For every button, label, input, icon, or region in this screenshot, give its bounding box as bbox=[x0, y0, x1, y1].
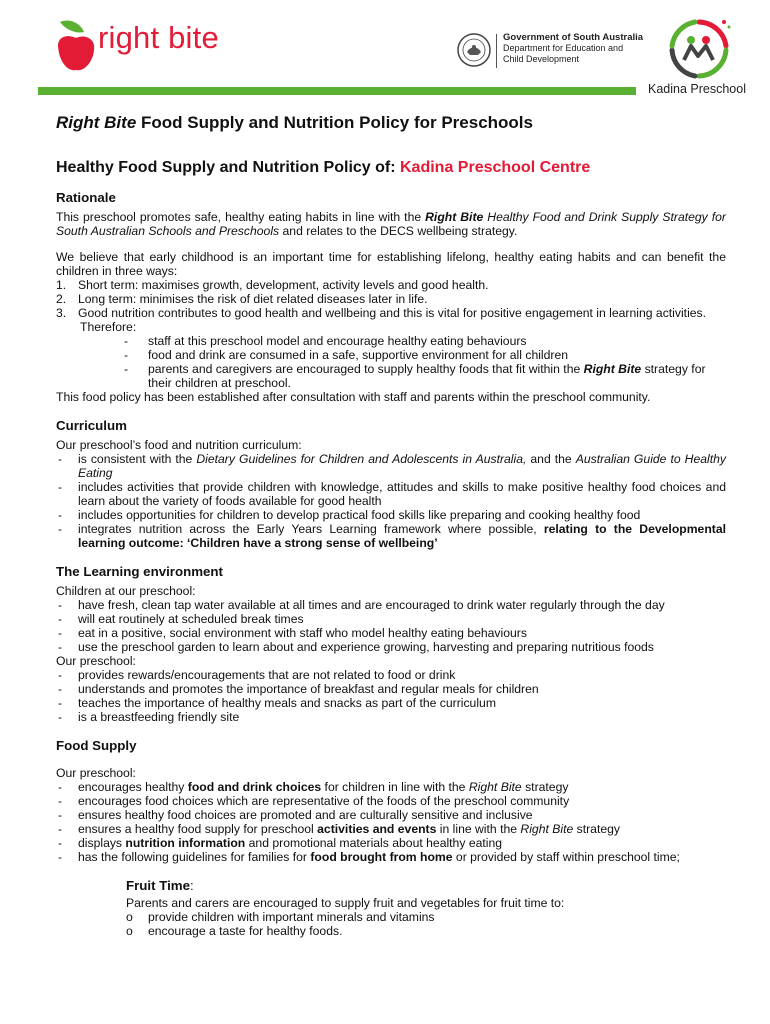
list-item: - includes activities that provide children with knowledge, attitudes and skills to make positive healthy food choices and learn about the variety of foods available for good health bbox=[56, 480, 726, 508]
gov-line-3: Child Development bbox=[503, 54, 580, 64]
rationale-p1-a: This preschool promotes safe, healthy eating habits in line with the bbox=[56, 210, 426, 224]
list-item bbox=[56, 780, 726, 794]
curriculum-list bbox=[56, 452, 726, 550]
gov-divider bbox=[496, 34, 497, 68]
spacer bbox=[56, 758, 726, 766]
list-text: and the bbox=[526, 452, 576, 466]
list-text-bold: food and drink choices bbox=[187, 780, 322, 794]
list-item: - will eat routinely at scheduled break times bbox=[56, 612, 726, 626]
gov-line-1: Government of South Australia bbox=[503, 32, 644, 43]
list-text-emph: Right Bite bbox=[583, 362, 642, 376]
food-supply-list bbox=[56, 780, 726, 864]
list-text: Good nutrition contributes to good health and wellbeing and this is vital for positive engagement in learning activities. bbox=[78, 306, 707, 320]
list-text-italic: Dietary Guidelines for Children and Adolescents in Australia, bbox=[196, 452, 527, 466]
rationale-heading: Rationale bbox=[56, 190, 116, 205]
list-text: strategy bbox=[573, 822, 620, 836]
list-item: - understands and promotes the importance of breakfast and regular meals for children bbox=[56, 682, 726, 696]
list-item: - use the preschool garden to learn about and experience growing, harvesting and preparing nutritious foods bbox=[56, 640, 726, 654]
list-item bbox=[56, 836, 726, 850]
food-supply-heading: Food Supply bbox=[56, 738, 137, 753]
list-text: ensures a healthy food supply for preschool bbox=[78, 822, 318, 836]
children-list bbox=[56, 598, 726, 654]
rationale-p1-b: Right Bite bbox=[425, 210, 484, 224]
rationale-p1-d: and relates to the DECS wellbeing strategy. bbox=[279, 224, 518, 238]
list-text: encourage a taste for healthy foods. bbox=[148, 924, 343, 938]
policy-of-heading bbox=[56, 158, 726, 178]
list-item bbox=[56, 452, 726, 480]
preschool-list bbox=[56, 668, 726, 724]
list-text-bold: activities and events bbox=[317, 822, 437, 836]
list-text: food and drink are consumed in a safe, supportive environment for all children bbox=[148, 348, 569, 362]
header-green-bar bbox=[38, 87, 636, 95]
list-item bbox=[126, 910, 726, 924]
page-header bbox=[0, 0, 770, 100]
list-text: Long term: minimises the risk of diet related diseases later in life. bbox=[78, 292, 428, 306]
list-item: - teaches the importance of healthy meals and snacks as part of the curriculum bbox=[56, 696, 726, 710]
food-supply-intro: Our preschool: bbox=[56, 766, 136, 780]
curriculum-intro: Our preschool’s food and nutrition curriculum: bbox=[56, 438, 302, 452]
list-text: in line with the bbox=[436, 822, 521, 836]
list-text: Short term: maximises growth, development, activity levels and good health. bbox=[78, 278, 489, 292]
list-text-italic: Australian Guide to Healthy Eating bbox=[78, 452, 726, 480]
list-item: - is a breastfeeding friendly site bbox=[56, 710, 726, 724]
list-text-bold: food brought from home bbox=[310, 850, 453, 864]
fruit-time-heading bbox=[126, 878, 726, 894]
preschool-name: Kadina Preschool bbox=[648, 82, 746, 96]
list-item: - includes opportunities for children to develop practical food skills like preparing and cooking healthy food bbox=[56, 508, 726, 522]
list-text: parents and caregivers are encouraged to supply healthy foods that fit within the bbox=[148, 362, 584, 376]
government-logo bbox=[456, 30, 656, 74]
gov-text bbox=[503, 32, 643, 65]
learning-heading: The Learning environment bbox=[56, 564, 223, 579]
learning-intro-preschool: Our preschool: bbox=[56, 654, 136, 668]
centre-name: Kadina Preschool Centre bbox=[400, 159, 591, 176]
list-item bbox=[56, 278, 726, 292]
rationale-p1-c: Healthy Food and Drink Supply Strategy for South Australian Schools and Preschools bbox=[56, 210, 726, 238]
circle-bullet: o bbox=[126, 910, 133, 924]
list-number: 1. bbox=[56, 278, 67, 292]
list-text: strategy for their children at preschool. bbox=[148, 362, 706, 390]
list-text: strategy bbox=[521, 780, 569, 794]
list-text-italic: Right Bite bbox=[520, 822, 574, 836]
title-italic: Right Bite bbox=[56, 113, 137, 132]
state-crest-icon bbox=[456, 32, 492, 68]
title-rest: Food Supply and Nutrition Policy for Preschools bbox=[136, 113, 533, 132]
list-item bbox=[126, 924, 726, 938]
list-text-bold: relating to the Developmental learning outcome: ‘Children have a strong sense of wellbeing’ bbox=[78, 522, 726, 550]
list-item bbox=[56, 850, 726, 864]
policy-of-label: Healthy Food Supply and Nutrition Policy of: bbox=[56, 159, 400, 176]
rationale-paragraph-2: We believe that early childhood is an important time for establishing lifelong, healthy eating habits and can benefit the children in three ways: bbox=[56, 250, 726, 278]
list-item: - staff at this preschool model and encourage healthy eating behaviours bbox=[124, 334, 527, 348]
list-item: - have fresh, clean tap water available at all times and are encouraged to drink water regularly through the day bbox=[56, 598, 726, 612]
list-text: or provided by staff within preschool time; bbox=[452, 850, 680, 864]
list-text-italic: Right Bite bbox=[468, 780, 522, 794]
list-item bbox=[56, 822, 726, 836]
fruit-time-list bbox=[126, 910, 726, 938]
list-text: displays bbox=[78, 836, 126, 850]
list-text: is consistent with the bbox=[78, 452, 197, 466]
list-item bbox=[56, 292, 726, 306]
fruit-time-intro: Parents and carers are encouraged to supply fruit and vegetables for fruit time to: bbox=[126, 896, 565, 910]
list-text: provide children with important minerals and vitamins bbox=[148, 910, 435, 924]
list-text: integrates nutrition across the Early Years Learning framework where possible, bbox=[78, 522, 544, 536]
fruit-time-title: Fruit Time bbox=[126, 878, 191, 893]
right-bite-logo bbox=[52, 16, 252, 76]
list-text-bold: nutrition information bbox=[125, 836, 246, 850]
therefore-label: Therefore: bbox=[80, 320, 137, 334]
list-item: - provides rewards/encouragements that are not related to food or drink bbox=[56, 668, 726, 682]
list-text: encourages healthy bbox=[78, 780, 188, 794]
apple-icon bbox=[52, 16, 102, 76]
circle-bullet: o bbox=[126, 924, 133, 938]
gov-line-2: Department for Education and bbox=[503, 43, 624, 53]
list-item bbox=[56, 306, 726, 320]
rationale-paragraph-1 bbox=[56, 210, 726, 238]
kadina-preschool-logo-icon bbox=[664, 16, 734, 80]
page-title bbox=[56, 112, 726, 134]
learning-intro-children: Children at our preschool: bbox=[56, 584, 196, 598]
brand-text: right bite bbox=[98, 20, 219, 55]
list-item: - eat in a positive, social environment with staff who model healthy eating behaviours bbox=[56, 626, 726, 640]
list-item: - parents and caregivers are encouraged to supply healthy foods that fit within the Right Bite strategy for their children at preschool. bbox=[124, 362, 706, 390]
list-text: staff at this preschool model and encourage healthy eating behaviours bbox=[148, 334, 527, 348]
curriculum-heading: Curriculum bbox=[56, 418, 127, 433]
list-text: has the following guidelines for families for bbox=[78, 850, 311, 864]
list-item: - ensures healthy food choices are promoted and are culturally sensitive and inclusive bbox=[56, 808, 726, 822]
list-number: 3. bbox=[56, 306, 67, 320]
document-body bbox=[56, 112, 726, 938]
fruit-time-colon: : bbox=[190, 878, 194, 893]
list-item: - food and drink are consumed in a safe, supportive environment for all children bbox=[124, 348, 569, 362]
rationale-closing: This food policy has been established after consultation with staff and parents within the preschool community. bbox=[56, 390, 651, 404]
list-item bbox=[56, 522, 726, 550]
fruit-time-section bbox=[56, 878, 726, 938]
list-text: for children in line with the bbox=[321, 780, 469, 794]
spacer bbox=[56, 238, 726, 250]
list-text: and promotional materials about healthy eating bbox=[245, 836, 503, 850]
therefore-list bbox=[56, 334, 726, 390]
list-number: 2. bbox=[56, 292, 67, 306]
ways-list bbox=[56, 278, 726, 320]
list-item: - encourages food choices which are representative of the foods of the preschool community bbox=[56, 794, 726, 808]
